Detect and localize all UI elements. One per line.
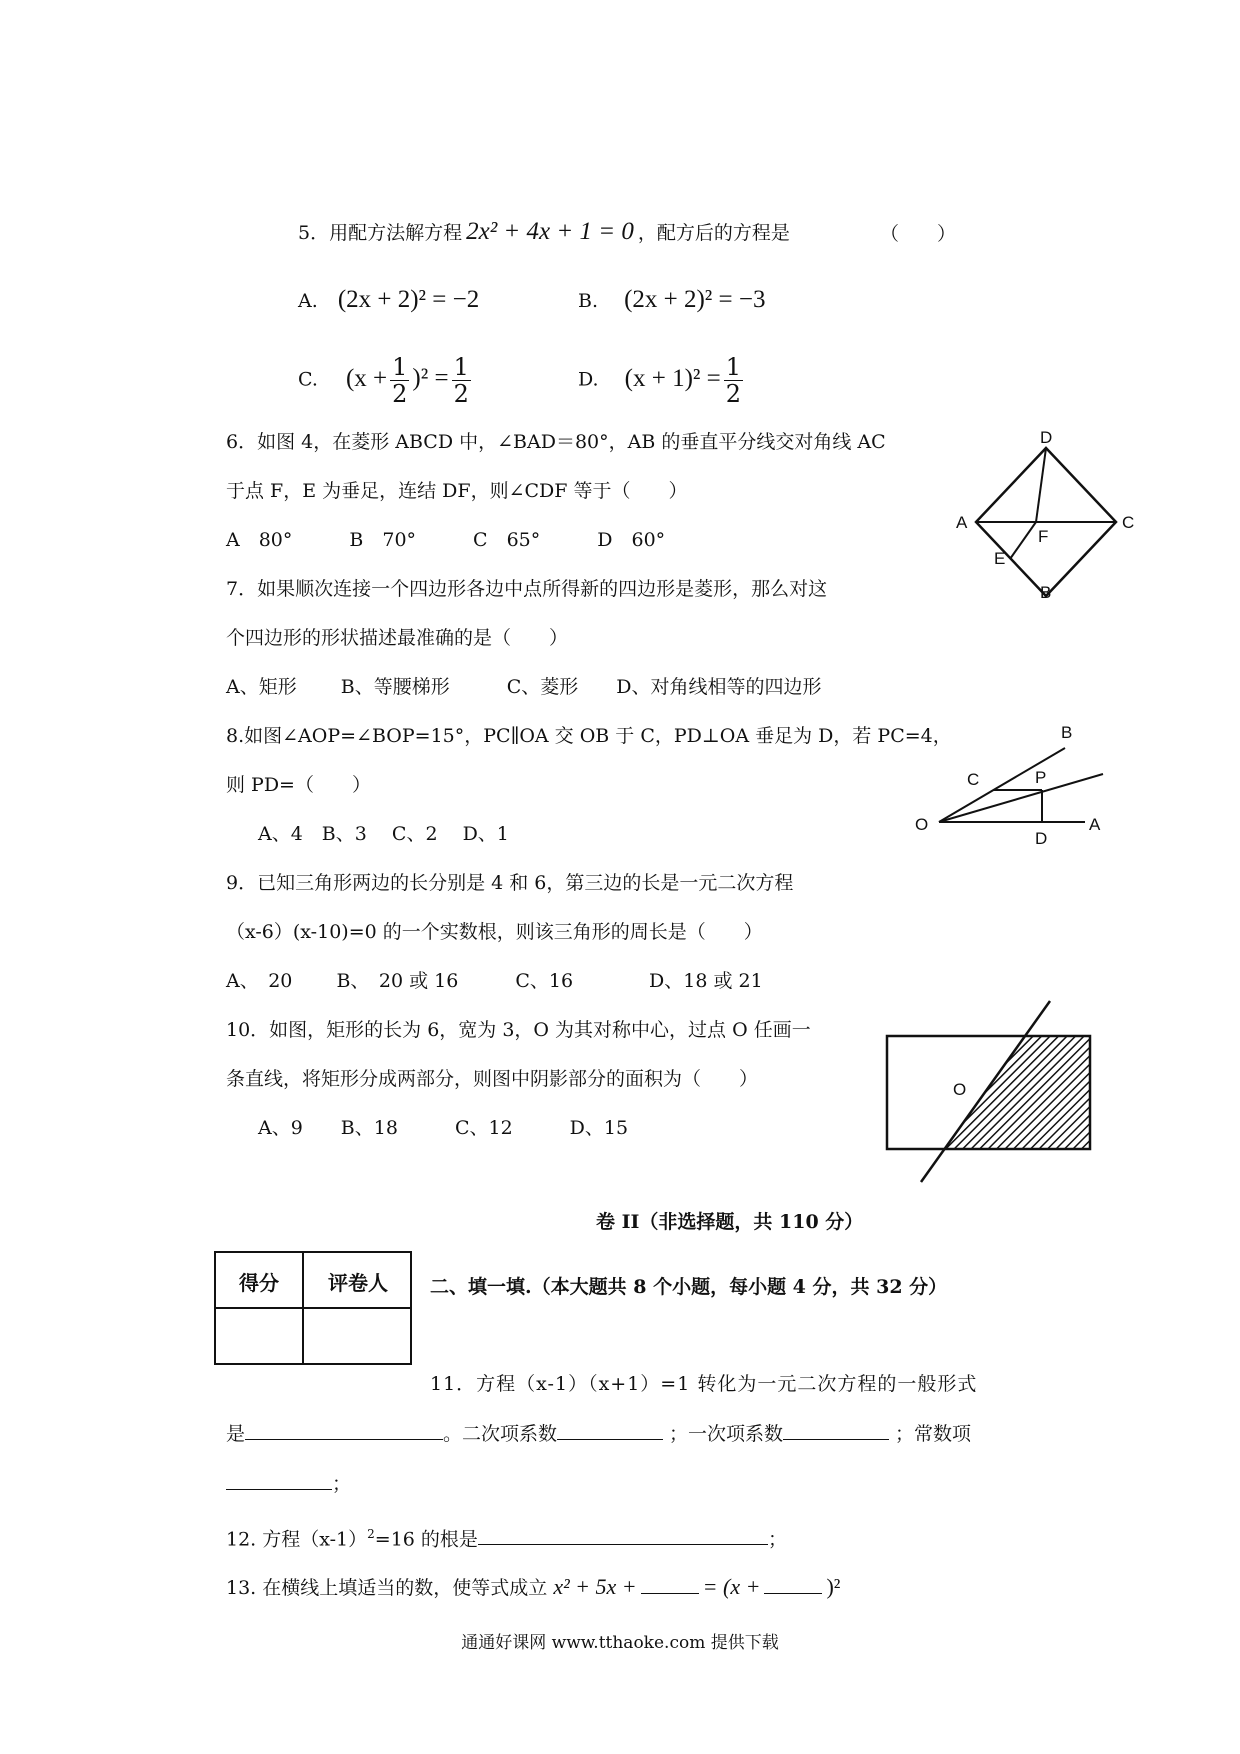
q8-label-c: C	[967, 770, 980, 789]
q5-option-d-left: (x + 1)² =	[624, 364, 721, 392]
score-table-grader-header: 评卷人	[328, 1271, 388, 1295]
q5-option-c-den2: 2	[453, 380, 469, 408]
q8-line-1: 8.如图∠AOP=∠BOP=15°，PC∥OA 交 OB 于 C，PD⊥OA 垂足为 D，若 PC=4，	[226, 725, 952, 747]
q10-line-1: 10．如图，矩形的长为 6，宽为 3，O 为其对称中心，过点 O 任画一	[226, 1019, 811, 1041]
q13-line	[226, 1575, 840, 1600]
q10-label-o: O	[953, 1080, 967, 1099]
q13-blank-half-coef[interactable]	[764, 1593, 822, 1594]
q5-option-c-left: (x +	[345, 364, 388, 392]
q11-line-2-c: ；一次项系数	[669, 1423, 784, 1445]
score-table-score-header: 得分	[239, 1271, 279, 1295]
q12-sup: 2	[367, 1527, 375, 1541]
q6-rhombus-figure	[950, 430, 1150, 610]
q12-end: ；	[767, 1528, 787, 1551]
q8-label-d: D	[1035, 829, 1048, 848]
q6-segment-df	[1036, 448, 1046, 522]
q5-option-c	[298, 354, 474, 407]
q10-options: A、9 B、18 C、12 D、15	[258, 1117, 629, 1139]
q10-line-2: 条直线，将矩形分成两部分，则图中阴影部分的面积为（ ）	[226, 1068, 759, 1090]
score-table-divider-horizontal	[216, 1307, 410, 1309]
q7-line-2: 个四边形的形状描述最准确的是（ ）	[226, 627, 569, 649]
q5-option-a-expr: (2x + 2)² = −2	[337, 286, 480, 313]
q10-rectangle-figure	[878, 995, 1098, 1185]
score-table	[214, 1251, 412, 1365]
q5-option-d-frac	[724, 354, 743, 407]
q5-option-c-den1: 2	[392, 380, 408, 408]
q6-label-e: E	[994, 549, 1006, 568]
q6-line-2: 于点 F，E 为垂足，连结 DF，则∠CDF 等于（ ）	[226, 480, 688, 502]
q10-shaded-region	[945, 1036, 1090, 1149]
q5-option-c-num1: 1	[392, 353, 408, 381]
q5-option-c-frac2	[452, 354, 471, 407]
q5-option-a	[298, 288, 479, 313]
q11-line-2-d: ；常数项	[895, 1423, 972, 1445]
q9-line-2: （x-6）(x-10)=0 的一个实数根，则该三角形的周长是（ ）	[226, 921, 763, 943]
q5-stem-prefix: 5．用配方法解方程	[298, 222, 463, 244]
q5-stem	[298, 220, 790, 245]
page-footer: 通通好课网 www.tthaoke.com 提供下载	[461, 1633, 779, 1653]
q12-blank-roots[interactable]	[478, 1544, 768, 1545]
section-ii-title: 卷 II（非选择题，共 110 分）	[596, 1211, 864, 1233]
q5-option-b-expr: (2x + 2)² = −3	[624, 286, 766, 313]
q11-line-1: 11．方程（x-1）（x+1）=1 转化为一元二次方程的一般形式	[430, 1373, 978, 1395]
q5-option-d-num: 1	[725, 353, 742, 381]
q7-options: A、矩形 B、等腰梯形 C、菱形 D、对角线相等的四边形	[226, 676, 822, 698]
q6-label-a: A	[956, 513, 968, 532]
q11-blank-linear-coef[interactable]	[783, 1439, 889, 1440]
q6-label-f: F	[1038, 527, 1049, 546]
q11-line-3-end: ；	[332, 1473, 352, 1495]
q5-option-c-mid: )² =	[412, 364, 449, 392]
section-ii-heading: 二、填一填.（本大题共 8 个小题，每小题 4 分，共 32 分）	[430, 1276, 948, 1298]
q5-option-c-frac1	[390, 354, 409, 407]
q13-prefix: 13. 在横线上填适当的数，使等式成立	[226, 1577, 548, 1599]
q5-option-c-label: C.	[298, 368, 318, 391]
q5-option-c-num2: 1	[453, 353, 469, 381]
q8-options: A、4 B、3 C、2 D、1	[258, 823, 509, 845]
q6-label-c: C	[1122, 513, 1135, 532]
q5-option-b	[578, 288, 766, 313]
q5-paren: （ ）	[880, 223, 957, 245]
q6-line-1: 6．如图 4，在菱形 ABCD 中，∠BAD＝80°，AB 的垂直平分线交对角线 AC	[226, 431, 886, 453]
q6-segment-ef	[1010, 522, 1036, 559]
q5-option-d-label: D.	[578, 368, 599, 391]
q7-line-1: 7．如果顺次连接一个四边形各边中点所得新的四边形是菱形，那么对这	[226, 578, 828, 600]
q13-blank-constant[interactable]	[641, 1593, 699, 1594]
q5-option-b-label: B.	[578, 290, 599, 312]
q12-mid: =16 的根是	[374, 1528, 478, 1551]
q11-line-2	[226, 1422, 971, 1446]
q8-angle-figure	[905, 720, 1125, 850]
q5-option-a-label: A.	[298, 290, 318, 312]
q8-label-o: O	[915, 815, 929, 834]
q5-equation: 2x² + 4x + 1 = 0	[466, 218, 634, 245]
q6-options: A 80° B 70° C 65° D 60°	[226, 529, 666, 551]
q13-expr-left: x² + 5x +	[553, 1574, 637, 1599]
q11-line-3	[226, 1472, 351, 1496]
q5-option-d	[578, 354, 746, 407]
q8-line-2: 则 PD=（ ）	[226, 774, 371, 796]
q12-line	[226, 1522, 787, 1551]
q5-option-d-den: 2	[725, 380, 742, 408]
q6-label-b: B	[1040, 583, 1052, 602]
q11-line-2-b: 。二次项系数	[443, 1423, 558, 1445]
q11-blank-general-form[interactable]	[245, 1439, 443, 1440]
q8-label-a: A	[1089, 815, 1101, 834]
q8-label-p: P	[1035, 768, 1047, 787]
q11-blank-quadratic-coef[interactable]	[557, 1439, 663, 1440]
q9-line-1: 9．已知三角形两边的长分别是 4 和 6，第三边的长是一元二次方程	[226, 872, 794, 894]
q8-label-b: B	[1061, 723, 1073, 742]
q8-ray-op	[939, 774, 1103, 822]
q5-stem-suffix: ，配方后的方程是	[637, 222, 790, 244]
q12-prefix: 12. 方程（x-1）	[226, 1528, 368, 1551]
q13-expr-right: )²	[826, 1574, 841, 1599]
q11-blank-constant[interactable]	[226, 1489, 332, 1490]
q9-options: A、 20 B、 20 或 16 C、16 D、18 或 21	[226, 970, 763, 992]
q13-expr-mid: = (x +	[702, 1574, 761, 1599]
q11-line-2-a: 是	[226, 1423, 246, 1445]
q6-label-d: D	[1040, 430, 1053, 447]
